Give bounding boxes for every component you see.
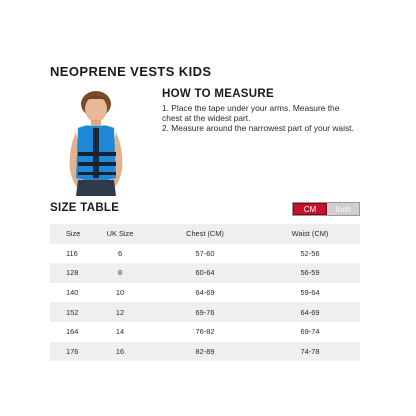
size-cell: 164	[66, 327, 79, 337]
measure-step-1: 1. Place the tape under your arms. Measure the chest at the widest part.	[162, 103, 340, 123]
table-row	[50, 263, 360, 283]
size-table	[50, 224, 360, 361]
waist-cell: 64-69	[300, 307, 320, 317]
size-cell: 128	[66, 268, 79, 278]
chest-cell: 82-89	[195, 346, 215, 356]
waist-cell: 56-59	[300, 268, 320, 278]
unit-toggle[interactable]	[292, 202, 360, 216]
table-row	[50, 322, 360, 342]
chest-cell: 69-76	[195, 307, 215, 317]
page-title: NEOPRENE VESTS KIDS	[50, 64, 212, 79]
how-to-measure-heading: HOW TO MEASURE	[162, 88, 274, 100]
table-header-row	[50, 224, 360, 244]
chest-cell: 76-82	[195, 327, 215, 337]
waist-cell: 52-56	[300, 248, 320, 258]
size-table-heading: SIZE TABLE	[50, 202, 120, 214]
table-row	[50, 283, 360, 303]
uk-size-cell: 8	[117, 268, 123, 278]
chest-cell: 64-69	[195, 288, 215, 298]
waist-cell: 59-64	[300, 288, 320, 298]
table-row	[50, 342, 360, 362]
column-header-waist: Waist (CM)	[291, 229, 329, 239]
uk-size-cell: 16	[115, 346, 125, 356]
uk-size-cell: 6	[117, 248, 123, 258]
chest-cell: 60-64	[195, 268, 215, 278]
measure-steps	[162, 103, 358, 133]
table-row	[50, 302, 360, 322]
waist-cell: 69-74	[300, 327, 320, 337]
size-cell: 116	[66, 248, 78, 258]
table-row	[50, 244, 360, 264]
measure-step-2: 2. Measure around the narrowest part of your waist.	[162, 123, 354, 133]
column-header-chest: Chest (CM)	[186, 229, 224, 239]
product-photo	[58, 90, 134, 196]
uk-size-cell: 10	[115, 288, 125, 298]
chest-cell: 57-60	[195, 248, 215, 258]
unit-cm-button[interactable]: CM	[293, 203, 327, 215]
size-cell: 152	[66, 307, 79, 317]
waist-cell: 74-78	[300, 346, 320, 356]
size-cell: 176	[66, 346, 79, 356]
uk-size-cell: 12	[115, 307, 125, 317]
uk-size-cell: 14	[115, 327, 125, 337]
size-cell: 140	[66, 288, 79, 298]
column-header-uk-size: UK Size	[106, 229, 134, 239]
unit-inch-button[interactable]: Inch	[327, 203, 359, 215]
column-header-size: Size	[66, 229, 81, 239]
